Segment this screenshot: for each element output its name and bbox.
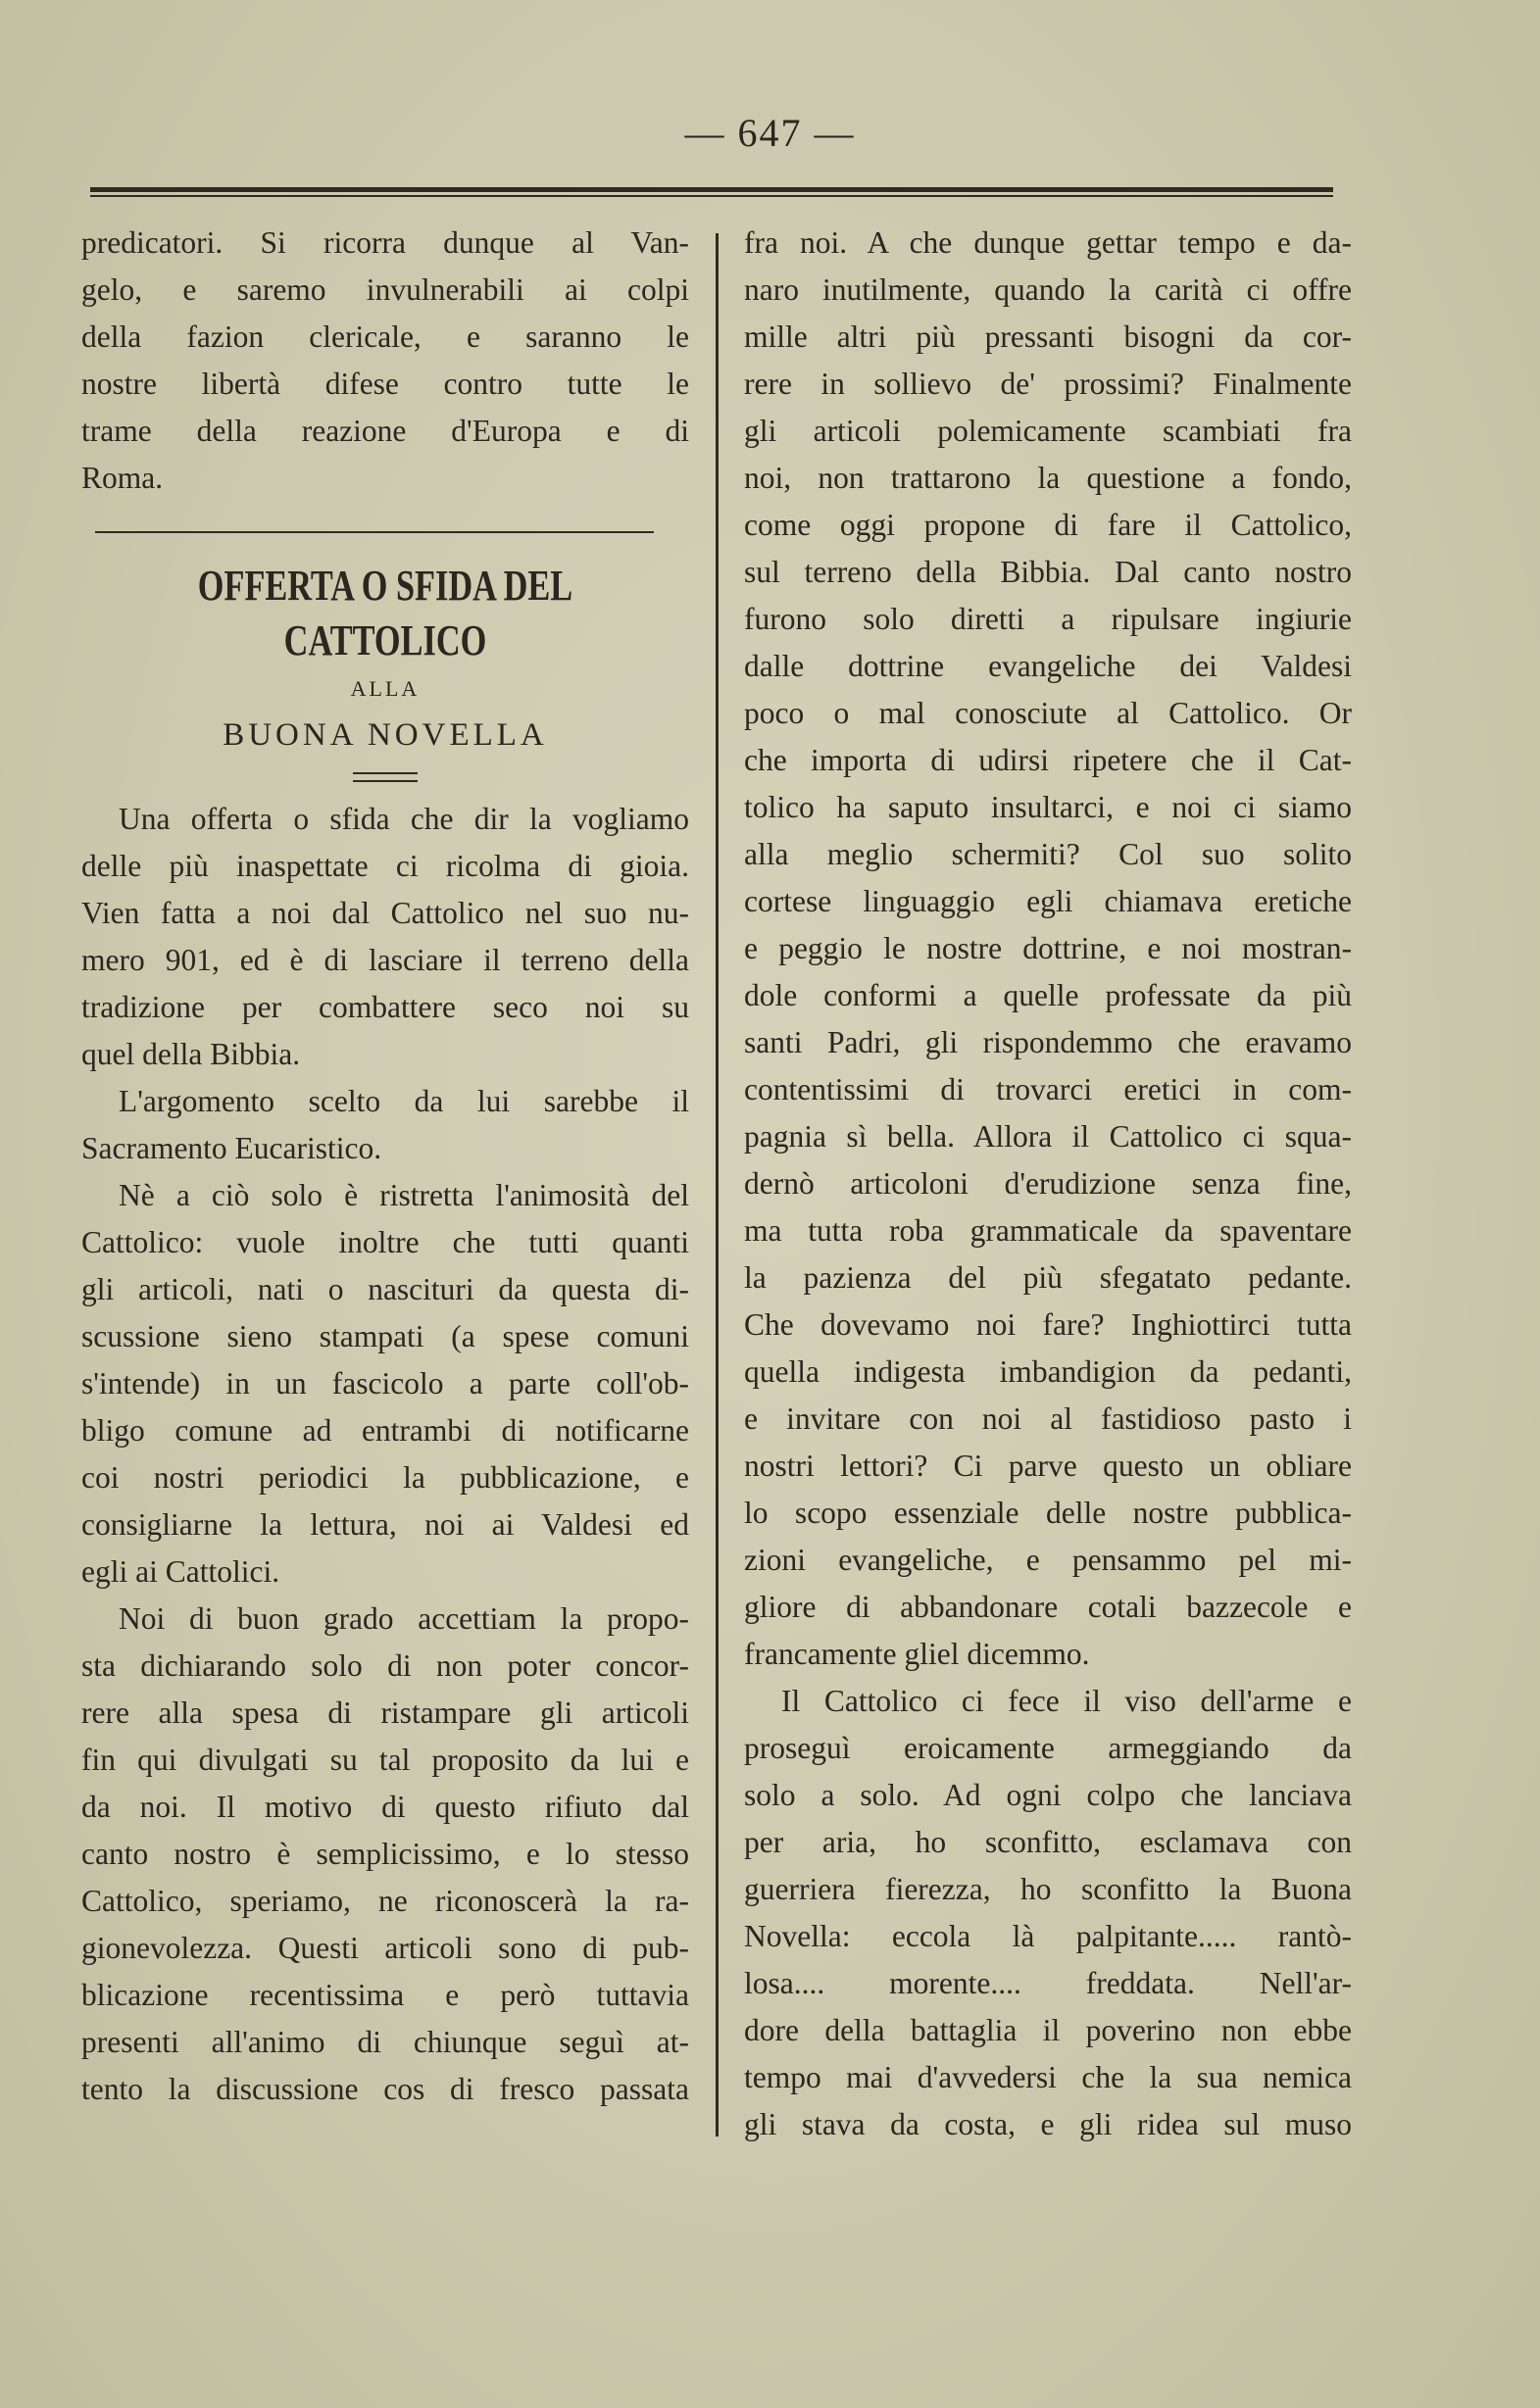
text-line: e invitare con noi al fastidioso pasto i [744, 1401, 1352, 1436]
text-line: rere in sollievo de' prossimi? Finalmente [744, 367, 1352, 401]
text-line: Il Cattolico ci fece il viso dell'arme e [781, 1684, 1352, 1718]
text-line: gli stava da costa, e gli ridea sul muso [744, 2107, 1352, 2141]
text-line: cortese linguaggio egli chiamava eretiche [744, 884, 1352, 918]
intro-paragraph [81, 220, 689, 502]
text-line: mero 901, ed è di lasciare il terreno della [81, 943, 689, 977]
text-line: francamente gliel dicemmo. [744, 1637, 1090, 1671]
text-line: ma tutta roba grammaticale da spaventare [744, 1213, 1352, 1248]
text-line: egli ai Cattolici. [81, 1554, 280, 1589]
left-column [81, 220, 689, 2113]
text-line: tradizione per combattere seco noi su [81, 990, 689, 1024]
text-line: dole conformi a quelle professate da più [744, 978, 1352, 1012]
text-line: bligo comune ad entrambi di notificarne [81, 1413, 689, 1448]
header-rule [90, 187, 1333, 197]
text-line: la pazienza del più sfegatato pedante. [744, 1260, 1352, 1295]
text-line: dore della battaglia il poverino non ebbe [744, 2013, 1352, 2047]
text-line: quel della Bibbia. [81, 1037, 301, 1071]
page-number: — 647 — [684, 111, 856, 155]
text-line: Una offerta o sfida che dir la vogliamo [119, 802, 689, 836]
text-line: dernò articoloni d'erudizione senza fine, [744, 1166, 1352, 1201]
text-line: e peggio le nostre dottrine, e noi mostran- [744, 931, 1352, 965]
text-line: zioni evangeliche, e pensammo pel mi- [744, 1543, 1352, 1577]
text-line: mille altri più pressanti bisogni da cor- [744, 319, 1352, 354]
text-line: fin qui divulgati su tal proposito da lui e [81, 1743, 689, 1777]
text-line: proseguì eroicamente armeggiando da [744, 1731, 1352, 1765]
text-line: L'argomento scelto da lui sarebbe il [119, 1084, 689, 1118]
text-line: poco o mal conosciute al Cattolico. Or [744, 696, 1352, 730]
text-line: gionevolezza. Questi articoli sono di pub- [81, 1931, 689, 1965]
text-line: naro inutilmente, quando la carità ci offre [744, 272, 1352, 307]
text-line: della fazion clericale, e saranno le [81, 319, 689, 354]
text-line: tempo mai d'avvedersi che la sua nemica [744, 2060, 1352, 2094]
section-separator [95, 531, 654, 533]
text-line: Che dovevamo noi fare? Inghiottirci tutta [744, 1307, 1352, 1342]
text-line: Novella: eccola là palpitante..... rantò- [744, 1919, 1352, 1953]
text-line: Cattolico: vuole inoltre che tutti quanti [81, 1225, 689, 1259]
text-line: tolico ha saputo insultarci, e noi ci siamo [744, 790, 1352, 824]
text-line: che importa di udirsi ripetere che il Cat- [744, 743, 1352, 777]
title-double-rule [353, 772, 418, 782]
text-line: predicatori. Si ricorra dunque al Van- [81, 225, 689, 260]
text-line: trame della reazione d'Europa e di [81, 414, 689, 448]
text-line: rere alla spesa di ristampare gli articoli [81, 1695, 689, 1730]
text-line: noi, non trattarono la questione a fondo, [744, 461, 1352, 495]
article-title-connector: ALLA [350, 676, 421, 701]
text-line: canto nostro è semplicissimo, e lo stesso [81, 1837, 689, 1871]
text-line: s'intende) in un fascicolo a parte coll'ob- [81, 1366, 689, 1401]
text-line: tento la discussione cos di fresco passata [81, 2072, 689, 2106]
text-line: da noi. Il motivo di questo rifiuto dal [81, 1790, 689, 1824]
article-subtitle: BUONA NOVELLA [223, 717, 548, 753]
text-line: pagnia sì bella. Allora il Cattolico ci squa- [744, 1119, 1352, 1154]
text-line: Sacramento Eucaristico. [81, 1131, 382, 1165]
text-line: coi nostri periodici la pubblicazione, e [81, 1460, 689, 1495]
text-line: Nè a ciò solo è ristretta l'animosità del [119, 1178, 689, 1212]
column-divider [716, 233, 719, 2137]
text-line: dalle dottrine evangeliche dei Valdesi [744, 649, 1352, 683]
text-line: Cattolico, speriamo, ne riconoscerà la ra- [81, 1884, 689, 1918]
text-line: per aria, ho sconfitto, esclamava con [744, 1825, 1352, 1859]
text-line: gli articoli polemicamente scambiati fra [744, 414, 1352, 448]
text-line: gelo, e saremo invulnerabili ai colpi [81, 272, 689, 307]
text-line: sta dichiarando solo di non poter concor- [81, 1648, 689, 1683]
text-line: Noi di buon grado accettiam la propo- [119, 1601, 689, 1636]
text-line: solo a solo. Ad ogni colpo che lanciava [744, 1778, 1352, 1812]
text-line: nostri lettori? Ci parve questo un obliare [744, 1449, 1352, 1483]
text-line: losa.... morente.... freddata. Nell'ar- [744, 1966, 1352, 2000]
right-column [744, 220, 1352, 2148]
text-line: sul terreno della Bibbia. Dal canto nostro [744, 555, 1352, 589]
text-line: guerriera fierezza, ho sconfitto la Buona [744, 1872, 1352, 1906]
text-line: santi Padri, gli rispondemmo che eravamo [744, 1025, 1352, 1059]
text-line: fra noi. A che dunque gettar tempo e da- [744, 225, 1352, 260]
text-line: lo scopo essenziale delle nostre pubblica- [744, 1496, 1352, 1530]
text-line: gli articoli, nati o nascituri da questa di- [81, 1272, 689, 1306]
text-line: scussione sieno stampati (a spese comuni [81, 1319, 689, 1353]
text-line: Roma. [81, 461, 164, 495]
text-line: nostre libertà difese contro tutte le [81, 367, 689, 401]
article-title: OFFERTA O SFIDA DEL CATTOLICO [197, 562, 573, 664]
text-line: quella indigesta imbandigion da pedanti, [744, 1354, 1352, 1389]
text-line: furono solo diretti a ripulsare ingiurie [744, 602, 1352, 636]
article-body [81, 796, 689, 2113]
text-line: delle più inaspettate ci ricolma di gioia. [81, 849, 689, 883]
text-line: alla meglio schermiti? Col suo solito [744, 837, 1352, 871]
text-line: consigliarne la lettura, noi ai Valdesi ed [81, 1507, 689, 1542]
text-line: Vien fatta a noi dal Cattolico nel suo nu- [81, 896, 689, 930]
text-line: contentissimi di trovarci eretici in com- [744, 1072, 1352, 1106]
text-line: come oggi propone di fare il Cattolico, [744, 508, 1352, 542]
text-line: presenti all'animo di chiunque seguì at- [81, 2025, 689, 2059]
text-line: blicazione recentissima e però tuttavia [81, 1978, 689, 2012]
text-line: gliore di abbandonare cotali bazzecole e [744, 1590, 1352, 1624]
